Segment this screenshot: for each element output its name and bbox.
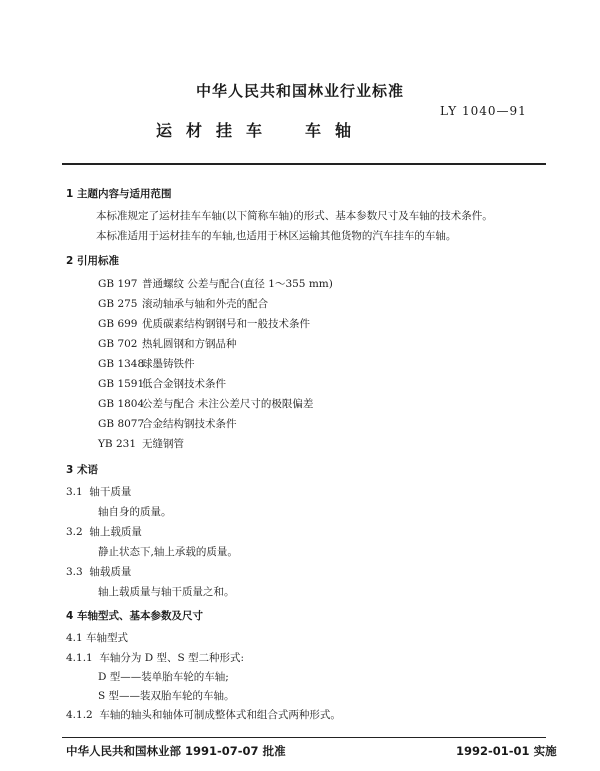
d-type-definition: D 型——装单胎车轮的车轴; — [98, 671, 229, 683]
term-3-1 — [66, 484, 131, 499]
reference-title: 优质碳素结构钢钢号和一般技术条件 — [142, 318, 310, 330]
term-number: 3.3 — [66, 566, 83, 578]
reference-item — [98, 436, 184, 451]
reference-item — [98, 276, 333, 291]
clause-4-1-1 — [66, 650, 244, 665]
term-definition: 轴自身的质量。 — [98, 506, 172, 518]
reference-item — [98, 416, 237, 431]
reference-item — [98, 376, 226, 391]
section-4-heading: 4 车轴型式、基本参数及尺寸 — [66, 610, 203, 622]
reference-title: 球墨铸铁件 — [142, 358, 195, 370]
footer-issuer: 中华人民共和国林业部 1991-07-07 批准 — [66, 744, 286, 758]
header-divider — [62, 163, 546, 165]
clause-number: 4.1.2 — [66, 709, 93, 721]
term-definition: 轴上载质量与轴干质量之和。 — [98, 586, 235, 598]
term-3-3 — [66, 564, 131, 579]
footer-effective-date: 1992-01-01 实施 — [456, 744, 557, 758]
reference-item — [98, 396, 313, 411]
reference-item — [98, 296, 268, 311]
reference-code: GB 699 — [98, 318, 138, 330]
section-1-paragraph-2: 本标准适用于运材挂车的车轴,也适用于林区运输其他货物的汽车挂车的车轴。 — [96, 230, 457, 242]
section-1-paragraph-1: 本标准规定了运材挂车车轴(以下简称车轴)的形式、基本参数尺寸及车轴的技术条件。 — [96, 210, 493, 222]
reference-title: 热轧圆钢和方钢品种 — [142, 338, 237, 350]
reference-title: 无缝钢管 — [142, 438, 184, 450]
term-definition: 静止状态下,轴上承载的质量。 — [98, 546, 238, 558]
reference-title: 合金结构钢技术条件 — [142, 418, 237, 430]
clause-number: 4.1.1 — [66, 652, 93, 664]
reference-title: 低合金钢技术条件 — [142, 378, 226, 390]
clause-4-1-2 — [66, 707, 341, 722]
standard-code: LY 1040—91 — [440, 104, 527, 118]
standard-title: 中华人民共和国林业行业标准 — [195, 82, 404, 100]
reference-code: GB 1591 — [98, 378, 145, 390]
reference-code: GB 702 — [98, 338, 138, 350]
reference-item — [98, 316, 310, 331]
clause-text: 车轴的轴头和轴体可制成整体式和组合式两种形式。 — [99, 709, 341, 721]
reference-code: GB 1348 — [98, 358, 145, 370]
section-2-heading: 2 引用标准 — [66, 255, 119, 267]
term-name: 轴干质量 — [89, 486, 132, 498]
term-number: 3.1 — [66, 486, 83, 498]
reference-item — [98, 356, 195, 371]
reference-title: 滚动轴承与轴和外壳的配合 — [142, 298, 268, 310]
document-title: 运材挂车 — [156, 121, 277, 140]
term-name: 轴上载质量 — [89, 526, 142, 538]
term-name: 轴载质量 — [89, 566, 132, 578]
section-1-heading: 1 主题内容与适用范围 — [66, 188, 172, 200]
s-type-definition: S 型——装双胎车轮的车轴。 — [98, 690, 235, 702]
subsection-4-1-heading: 4.1 车轴型式 — [66, 632, 129, 644]
reference-title: 公差与配合 未注公差尺寸的极限偏差 — [142, 398, 314, 410]
reference-code: GB 8077 — [98, 418, 145, 430]
term-3-2 — [66, 524, 142, 539]
reference-item — [98, 336, 237, 351]
reference-title: 普通螺纹 公差与配合(直径 1～355 mm) — [142, 278, 333, 290]
document-subtitle: 车轴 — [305, 121, 366, 140]
term-number: 3.2 — [66, 526, 83, 538]
reference-code: GB 197 — [98, 278, 138, 290]
clause-text: 车轴分为 D 型、S 型二种形式: — [99, 652, 245, 664]
reference-code: GB 275 — [98, 298, 138, 310]
footer-divider — [62, 737, 546, 738]
reference-code: GB 1804 — [98, 398, 145, 410]
reference-code: YB 231 — [98, 438, 137, 450]
section-3-heading: 3 术语 — [66, 464, 98, 476]
